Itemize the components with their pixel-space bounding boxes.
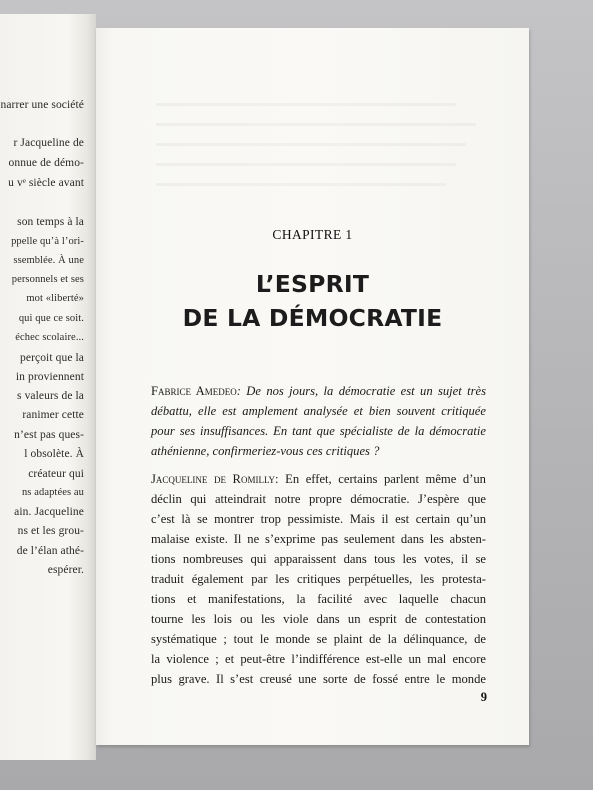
- left-page-line: l obsolète. À: [24, 448, 84, 460]
- left-page-line: ns et les grou-: [17, 525, 84, 537]
- answer-line: la violence ; et peut-être l’indifférence est-elle un mal encore: [151, 652, 486, 666]
- speaker-name: Fabrice Amedeo: [151, 384, 237, 398]
- left-page: [0, 14, 96, 760]
- left-page-line: u vᵉ siècle avant: [8, 177, 84, 189]
- answer-line: c’est là se montrer trop pessimiste. Mais il est certain qu’un: [151, 512, 486, 526]
- page-number: 9: [480, 690, 487, 704]
- answer-line: plus grave. Il s’est creusé une sorte de fossé entre le monde: [151, 672, 486, 686]
- left-page-line: échec scolaire...: [15, 332, 84, 343]
- answer-line-1: [151, 471, 486, 487]
- left-page-line: qui que ce soit.: [18, 313, 84, 324]
- right-page: [96, 28, 529, 745]
- left-page-line: r Jacqueline de: [13, 137, 84, 149]
- answer-text: : En effet, certains parlent même d’un: [275, 472, 486, 486]
- question-line: athénienne, confirmeriez-vous ces critiques ?: [151, 444, 380, 458]
- speaker-name: Jacqueline de Romilly: [151, 472, 276, 486]
- answer-line: malaise existe. Il ne s’exprime pas seulement dans les absten-: [151, 532, 486, 546]
- answer-line: tions nombreuses qui apparaissent dans tous les votes, il se: [151, 552, 486, 566]
- answer-line: tourne les lois ou les viole dans un esprit de contestation: [151, 612, 486, 626]
- left-page-line: de l’élan athé-: [16, 545, 84, 557]
- chapter-title-line-2: DE LA DÉMOCRATIE: [182, 304, 443, 332]
- left-page-line: personnels et ses: [11, 274, 84, 285]
- answer-line: traduit également par les critiques perpétuelles, les protesta-: [151, 572, 486, 586]
- left-page-line: ppelle qu’à l’ori-: [11, 236, 84, 247]
- left-page-line: narrer une société: [0, 99, 84, 111]
- chapter-label: CHAPITRE 1: [272, 227, 353, 242]
- left-page-line: ain. Jacqueline: [14, 506, 84, 518]
- left-page-line: s valeurs de la: [17, 390, 84, 402]
- left-page-line: créateur qui: [28, 468, 84, 480]
- left-page-line: ns adaptées au: [21, 487, 84, 498]
- answer-line: déclin qui atteindrait notre propre démocratie. J’espère que: [151, 492, 486, 506]
- left-page-line: ssemblée. À une: [13, 255, 84, 266]
- left-page-line: perçoit que la: [20, 352, 84, 364]
- left-page-line: mot «liberté»: [26, 293, 84, 304]
- answer-line: systématique ; tout le monde se plaint de la délinquance, de: [151, 632, 486, 646]
- left-page-line: espérer.: [47, 564, 84, 576]
- question-text: : De nos jours, la démocratie est un sujet très: [236, 384, 486, 398]
- left-page-line: onnue de démo-: [8, 157, 84, 169]
- answer-line: tions et manifestations, la facilité avec laquelle chacun: [151, 592, 486, 606]
- left-page-line: n’est pas ques-: [14, 429, 84, 441]
- question-line: débattu, elle est amplement analysée et bien souvent critiquée: [151, 404, 486, 418]
- left-page-line: ranimer cette: [22, 409, 84, 421]
- left-page-line: son temps à la: [17, 216, 84, 228]
- question-line-1: [151, 383, 486, 399]
- question-line: pour ses insuffisances. En tant que spécialiste de la démocratie: [151, 424, 486, 438]
- left-page-line: in proviennent: [15, 371, 84, 383]
- chapter-title-line-1: L’ESPRIT: [255, 270, 370, 298]
